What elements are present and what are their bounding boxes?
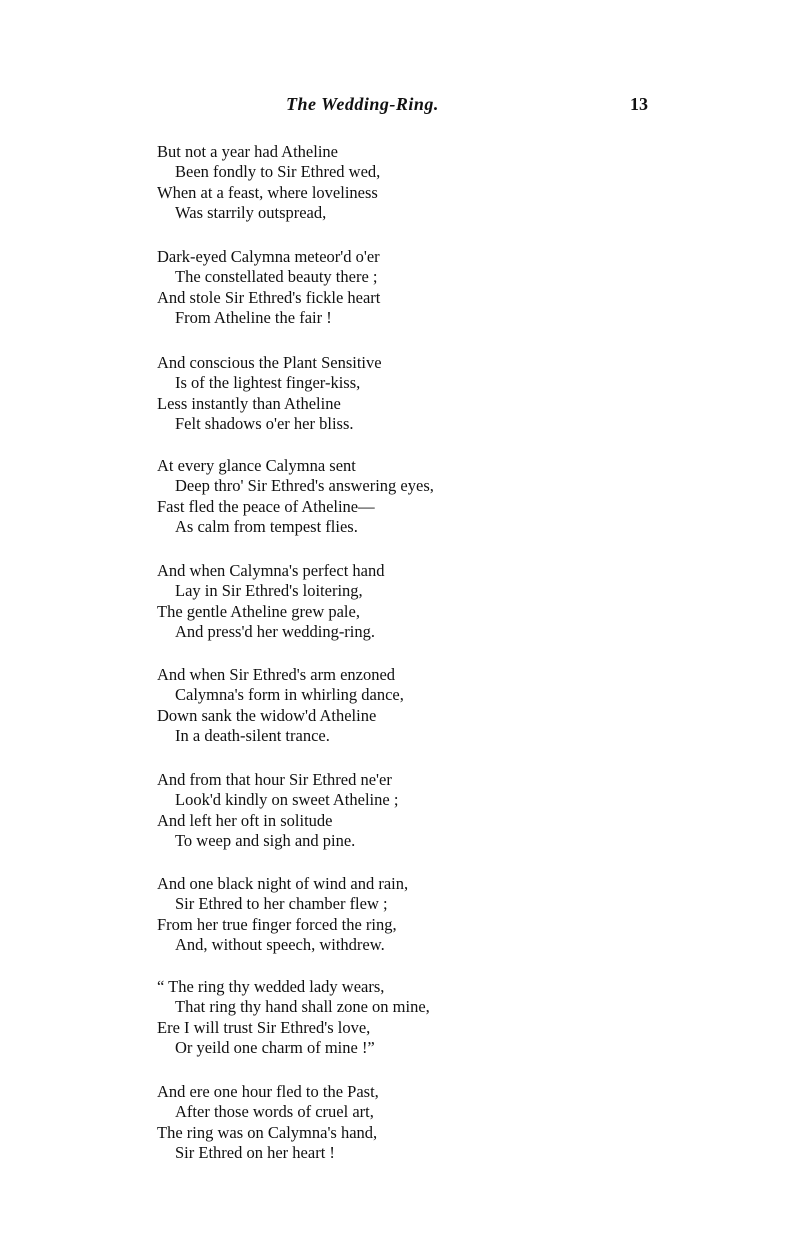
- verse-line: From Atheline the fair !: [175, 308, 332, 328]
- verse-line: And from that hour Sir Ethred ne'er: [157, 770, 392, 789]
- stanza: [157, 353, 382, 435]
- verse-line: And conscious the Plant Sensitive: [157, 353, 382, 372]
- stanza: [157, 770, 398, 852]
- stanza: [157, 665, 404, 747]
- verse-line: “ The ring thy wedded lady wears,: [157, 977, 385, 996]
- verse-line: The gentle Atheline grew pale,: [157, 601, 360, 621]
- verse-line: After those words of cruel art,: [175, 1102, 374, 1122]
- verse-line: But not a year had Atheline: [157, 142, 338, 161]
- verse-line: Or yeild one charm of mine !”: [175, 1038, 375, 1058]
- verse-line: Ere I will trust Sir Ethred's love,: [157, 1017, 371, 1037]
- verse-line: And ere one hour fled to the Past,: [157, 1082, 379, 1101]
- verse-line: And press'd her wedding-ring.: [175, 622, 376, 642]
- verse-line: From her true finger forced the ring,: [157, 914, 397, 934]
- verse-line: When at a feast, where loveliness: [157, 182, 378, 202]
- verse-line: And, without speech, withdrew.: [175, 935, 385, 955]
- stanza: [157, 874, 408, 956]
- verse-line: Been fondly to Sir Ethred wed,: [175, 162, 381, 182]
- stanza: [157, 977, 430, 1059]
- verse-line: That ring thy hand shall zone on mine,: [175, 997, 430, 1017]
- verse-line: Lay in Sir Ethred's loitering,: [175, 581, 363, 601]
- verse-line: Calymna's form in whirling dance,: [175, 685, 404, 705]
- verse-line: Look'd kindly on sweet Atheline ;: [175, 790, 399, 810]
- verse-line: At every glance Calymna sent: [157, 456, 356, 475]
- verse-line: Less instantly than Atheline: [157, 393, 341, 413]
- running-header-title: The Wedding-Ring.: [286, 94, 439, 114]
- verse-line: Sir Ethred on her heart !: [175, 1143, 335, 1163]
- verse-line: Down sank the widow'd Atheline: [157, 705, 377, 725]
- verse-line: The constellated beauty there ;: [175, 267, 378, 287]
- verse-line: Felt shadows o'er her bliss.: [175, 414, 354, 434]
- verse-line: And stole Sir Ethred's fickle heart: [157, 287, 381, 307]
- stanza: [157, 456, 434, 538]
- verse-line: The ring was on Calymna's hand,: [157, 1122, 378, 1142]
- verse-line: And one black night of wind and rain,: [157, 874, 409, 893]
- verse-line: To weep and sigh and pine.: [175, 831, 356, 851]
- verse-line: And when Sir Ethred's arm enzoned: [157, 665, 396, 684]
- stanza: [157, 247, 380, 329]
- verse-line: Is of the lightest finger-kiss,: [175, 373, 361, 393]
- verse-line: In a death-silent trance.: [175, 726, 330, 746]
- page-number: 13: [630, 94, 648, 114]
- stanza: [157, 1082, 379, 1164]
- verse-line: Dark-eyed Calymna meteor'd o'er: [157, 247, 380, 266]
- verse-line: Fast fled the peace of Atheline—: [157, 496, 375, 516]
- verse-line: Sir Ethred to her chamber flew ;: [175, 894, 388, 914]
- verse-line: And left her oft in solitude: [157, 810, 333, 830]
- verse-line: As calm from tempest flies.: [175, 517, 358, 537]
- verse-line: Was starrily outspread,: [175, 203, 327, 223]
- verse-line: Deep thro' Sir Ethred's answering eyes,: [175, 476, 434, 496]
- verse-line: And when Calymna's perfect hand: [157, 561, 385, 580]
- stanza: [157, 142, 380, 224]
- stanza: [157, 561, 385, 643]
